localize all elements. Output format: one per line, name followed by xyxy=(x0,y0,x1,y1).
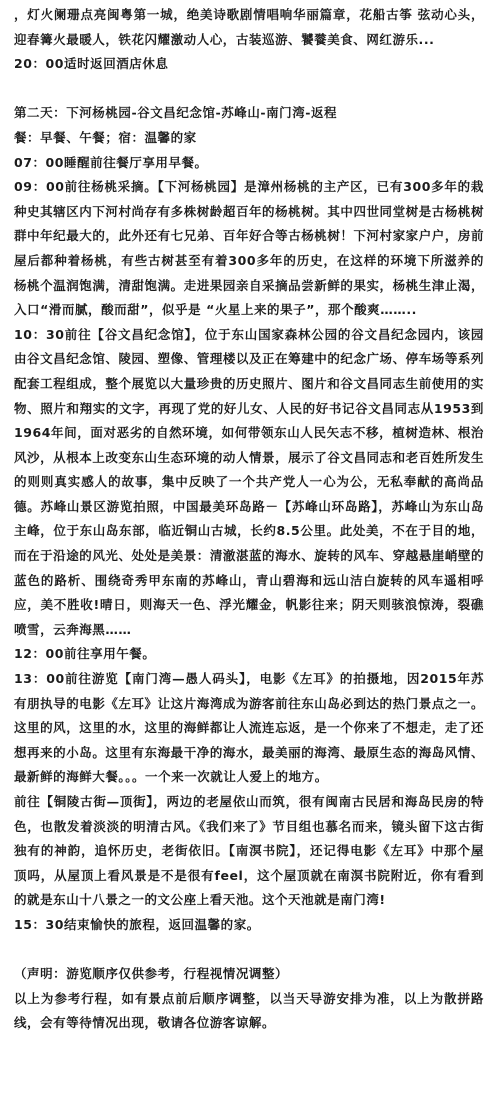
day2-breakfast-line: 07：00睡醒前往餐厅享用早餐。 xyxy=(14,154,208,170)
intro-paragraph: ，灯火阑珊点亮闽粤第一城，绝美诗歌剧情唱响华丽篇章，花船古筝 弦动心头，迎春篝火最暖人，铁花闪耀激动人心，古装巡游、饕餮美食、网红游乐... xyxy=(14,7,484,47)
day2-starfruit-paragraph: 09：00前往杨桃采摘。【下河杨桃园】是漳州杨桃的主产区，已有300多年的栽种史其辖区内下河村尚存有多株树龄超百年的杨桃树。其中四世同堂树是古杨桃树群中年纪最大的，此外还有七兄弟、百年好合等古杨桃树！下河村家家户户，房前屋后都种着杨桃，有些古树甚至有着300多年的历史，在这样的环境下所滋养的杨桃个温润饱满，清甜饱满。走进果园亲自采摘品尝新鲜的果实，杨桃生津止渴，入口“滑而腻，酸而甜”，似乎是 “火星上来的果子”，那个酸爽…….. xyxy=(14,179,484,318)
day2-return-line: 15：30结束愉快的旅程，返回温馨的家。 xyxy=(14,916,260,932)
day2-title: 第二天：下河杨桃园-谷文昌纪念馆-苏峰山-南门湾-返程 xyxy=(14,105,338,121)
day2-nanmen-bay-paragraph: 13：00前往游览【南门湾—愚人码头】，电影《左耳》的拍摄地，因2015年苏有朋执导的电影《左耳》让这片海湾成为游客前往东山岛必到达的热门景点之一。这里的风，这里的水，这里的海鲜都让人流连忘返，是一个你来了不想走，走了还想再来的小岛。这里有东海最干净的海水，最美丽的海湾、最原生态的海岛风情、最新鲜的海鲜大餐。。。一个来一次就让人爱上的地方。 xyxy=(14,671,484,785)
itinerary-document xyxy=(14,3,484,1036)
spacer xyxy=(14,77,484,102)
notice-text: 以上为参考行程，如有景点前后顺序调整，以当天导游安排为准，以上为散拼路线，会有等待情况出现，敬请各位游客谅解。 xyxy=(14,990,484,1031)
day2-memorial-paragraph: 10：30前往【谷文昌纪念馆】，位于东山国家森林公园的谷文昌纪念园内，该园由谷文昌纪念馆、陵园、塑像、管理楼以及正在筹建中的纪念广场、停车场等系列配套工程组成，整个展览以大量珍贵的历史照片、图片和谷文昌同志生前使用的实物、照片和翔实的文字，再现了党的好儿女、人民的好书记谷文昌同志从1953到1964年间，面对恶劣的自然环境，如何带领东山人民矢志不移，植树造林、根治风沙，从根本上改变东山生态环境的动人情景，展示了谷文昌同志和老百姓所发生的则则真实感人的故事，集中反映了一个共产党人一心为公，无私奉献的高尚品德。苏峰山景区游览拍照，中国最美环岛路－【苏峰山环岛路】，苏峰山为东山岛主峰，位于东山岛东部，临近铜山古城，长约8.5公里。此处美，不在于目的地，而在于沿途的风光、处处是美景：清澈湛蓝的海水、旋转的风车、穿越悬崖峭壁的蓝色的路析、围绕奇秀甲东南的苏峰山，青山碧海和远山洁白旋转的风车遥相呼应，美不胜收!晴日，则海天一色、浮光耀金，帆影往来；阴天则骇浪惊涛，裂礁喷雪，云奔海黑…… xyxy=(14,326,484,637)
day2-lunch-line: 12：00前往享用午餐。 xyxy=(14,646,156,662)
day2-old-street-paragraph: 前往【铜陵古街—顶街】，两边的老屋依山而筑，很有闽南古民居和海岛民房的特色，也散发着淡淡的明清古风。《我们来了》节目组也慕名而来，镜头留下这古街独有的神韵，追怀历史，老街依旧。【南溟书院】，还记得电影《左耳》中那个屋顶吗，从屋顶上看风景是不是很有feel，这个屋顶就在南溟书院附近，你有看到的就是东山十八景之一的文公座上看天池。这个天池就是南门湾! xyxy=(14,794,484,908)
day2-meals: 餐：早餐、午餐；宿：温馨的家 xyxy=(14,129,197,145)
notice-title: （声明：游览顺序仅供参考，行程视情况调整） xyxy=(14,966,289,982)
spacer xyxy=(14,938,484,963)
day1-end-line: 20：00适时返回酒店休息 xyxy=(14,56,169,72)
